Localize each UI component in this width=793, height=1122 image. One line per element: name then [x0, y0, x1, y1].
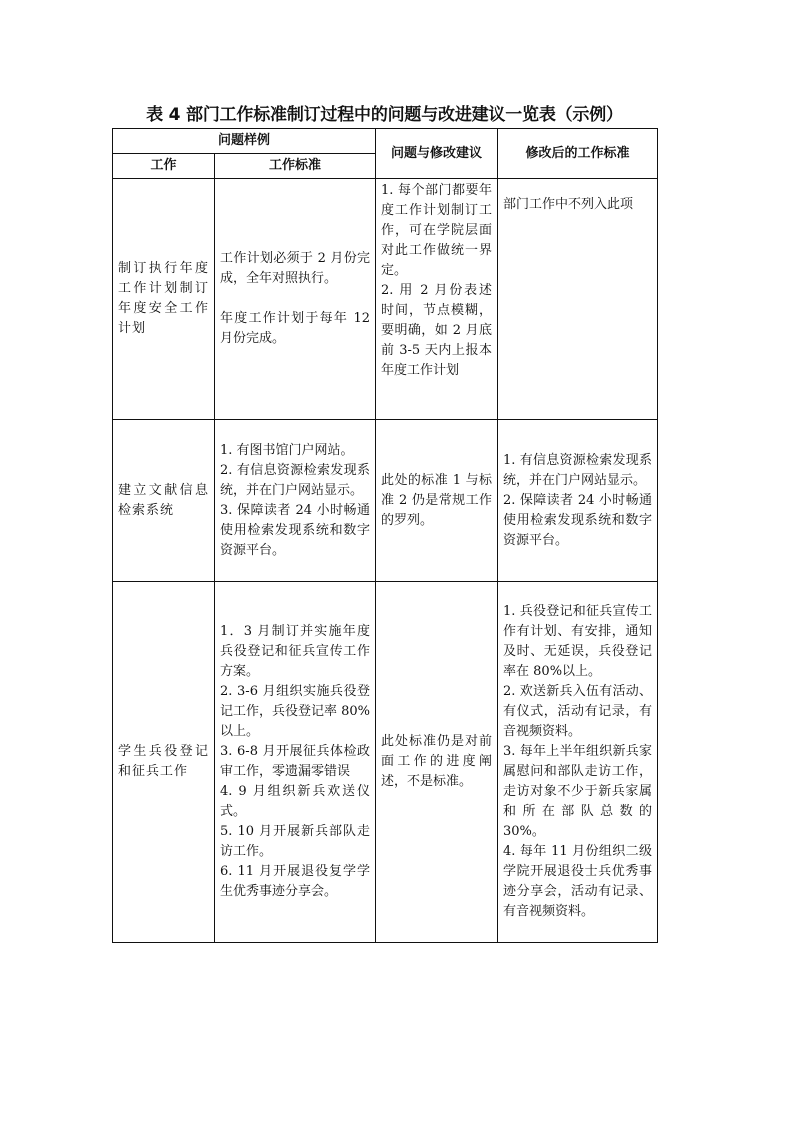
standard-item: 3. 保障读者 24 小时畅通使用检索发现系统和数字资源平台。	[220, 502, 371, 558]
work-text: 制订执行年度工作计划制订年度安全工作计划	[118, 261, 209, 336]
issues-cell	[376, 582, 498, 943]
standard-item: 4. 9 月组织新兵欢送仪式。	[220, 784, 371, 819]
table-title: 表 4 部门工作标准制订过程中的问题与改进建议一览表（示例）	[146, 105, 623, 125]
standard-item: 工作计划必须于 2 月份完成，全年对照执行。	[220, 251, 371, 286]
standard-cell	[215, 420, 376, 582]
work-text: 学生兵役登记和征兵工作	[118, 744, 209, 779]
header-row-1	[113, 129, 658, 154]
revised-item: 部门工作中不列入此项	[503, 197, 634, 212]
revised-item: 2. 欢送新兵入伍有活动、有仪式，活动有记录，有音视频资料。	[503, 684, 653, 739]
standard-item: 5. 10 月开展新兵部队走访工作。	[220, 824, 371, 859]
standard-cell	[215, 179, 376, 420]
table-row	[113, 420, 658, 582]
work-cell	[113, 420, 215, 582]
header-issues-suggestions: 问题与修改建议	[376, 129, 498, 179]
header-work: 工作	[113, 154, 215, 179]
revised-item: 3. 每年上半年组织新兵家属慰问和部队走访工作，走访对象不少于新兵家属和所在部队总数的 30%。	[503, 744, 653, 839]
revised-item: 2. 保障读者 24 小时畅通使用检索发现系统和数字资源平台。	[503, 492, 653, 548]
table-row	[113, 179, 658, 420]
standard-item: 6. 11 月开展退役复学学生优秀事迹分享会。	[220, 864, 371, 899]
work-cell	[113, 582, 215, 943]
revised-item: 4. 每年 11 月份组织二级学院开展退役士兵优秀事迹分享会，活动有记录、有音视频资料。	[503, 844, 653, 919]
standard-item: 1. 有图书馆门户网站。	[220, 442, 354, 458]
work-text: 建立文献信息检索系统	[118, 482, 209, 518]
issues-cell	[376, 420, 498, 582]
header-work-standard: 工作标准	[215, 154, 376, 179]
work-cell	[113, 179, 215, 420]
table-row	[113, 582, 658, 943]
standard-item: 3. 6-8 月开展征兵体检政审工作，零遗漏零错误	[220, 744, 371, 779]
issues-table	[112, 128, 658, 943]
issue-item: 此处的标准 1 与标准 2 仍是常规工作的罗列。	[381, 472, 493, 528]
issues-cell	[376, 179, 498, 420]
standard-item: 2. 3-6 月组织实施兵役登记工作，兵役登记率 80%以上。	[220, 684, 371, 739]
issue-item: 1. 每个部门都要年度工作计划制订工作，可在学院层面对此工作做统一界定。	[381, 183, 493, 278]
revised-cell	[498, 420, 658, 582]
revised-item: 1. 兵役登记和征兵宣传工作有计划、有安排，通知及时、无延误，兵役登记率在 80%以上。	[503, 604, 653, 679]
standard-cell	[215, 582, 376, 943]
revised-cell	[498, 179, 658, 420]
issue-item: 此处标准仍是对前面工作的进度阐述，不是标准。	[381, 734, 493, 789]
standard-item: 1．3 月制订并实施年度兵役登记和征兵宣传工作方案。	[220, 624, 371, 679]
issue-item: 2. 用 2 月份表述时间，节点模糊，要明确，如 2 月底前 3-5 天内上报本年度工作计划	[381, 283, 493, 378]
standard-item: 年度工作计划于每年 12 月份完成。	[220, 311, 371, 346]
standard-item: 2. 有信息资源检索发现系统，并在门户网站显示。	[220, 462, 371, 498]
revised-item: 1. 有信息资源检索发现系统，并在门户网站显示。	[503, 452, 653, 488]
header-problem-sample: 问题样例	[113, 129, 376, 154]
header-revised-standard: 修改后的工作标准	[498, 129, 658, 179]
revised-cell	[498, 582, 658, 943]
